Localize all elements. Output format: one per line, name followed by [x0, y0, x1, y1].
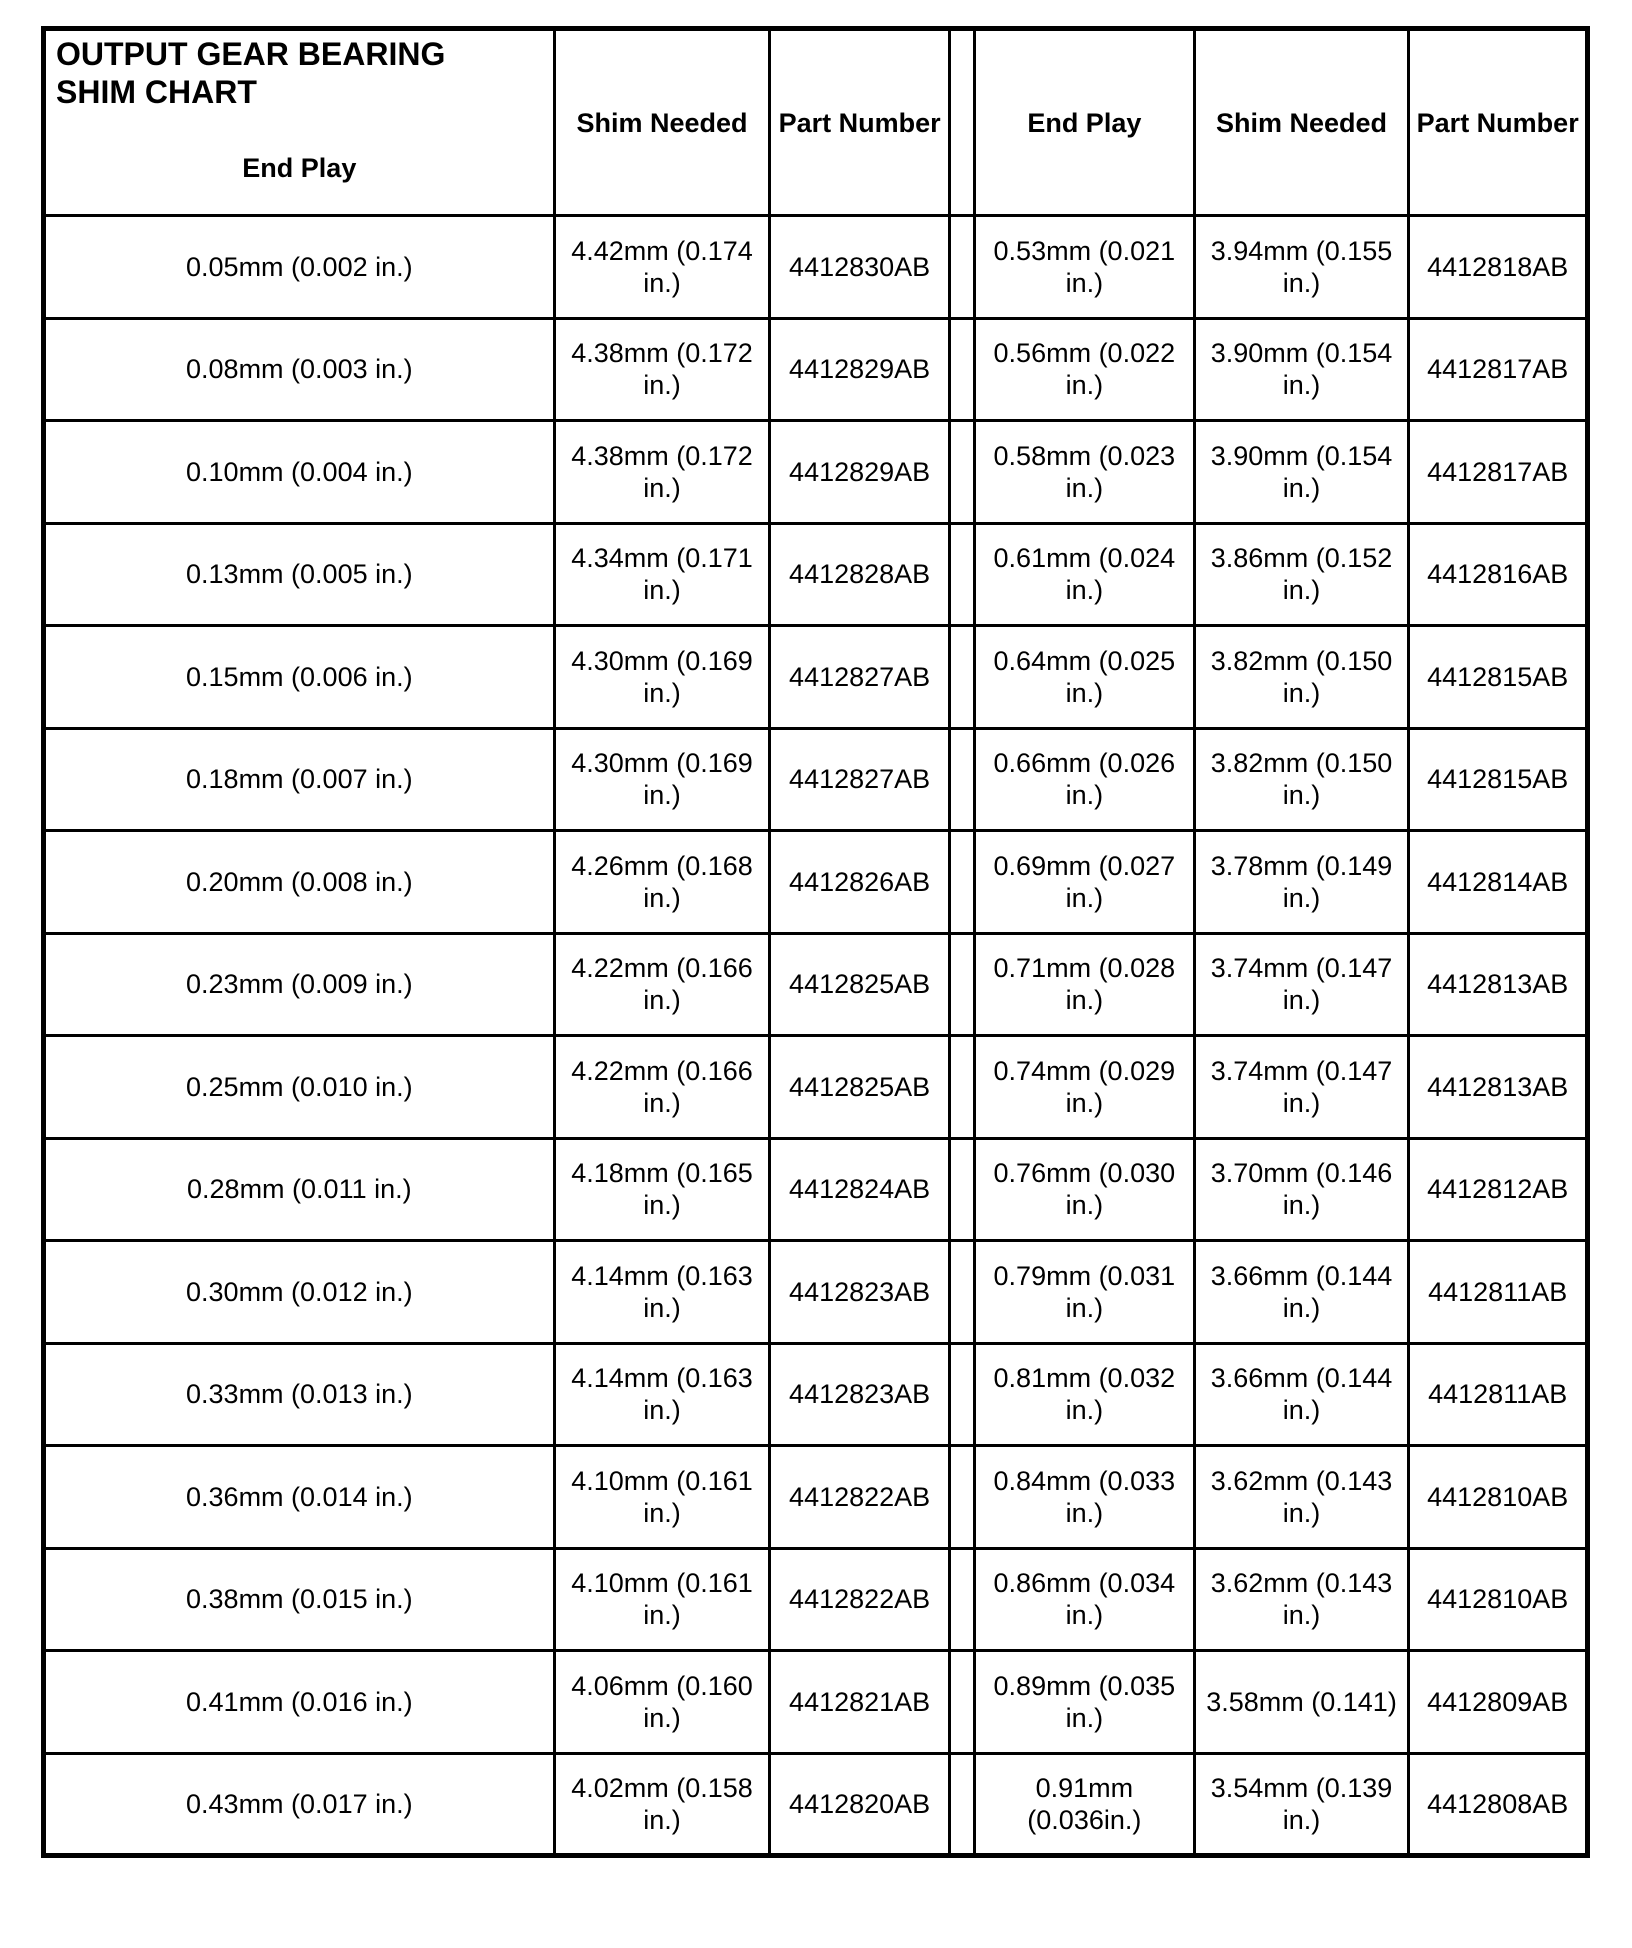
- end-play-cell: 0.10mm (0.004 in.): [44, 421, 555, 524]
- part-number-cell: 4412810AB: [1409, 1446, 1588, 1549]
- header-row: [44, 29, 1588, 216]
- end-play-header-right: End Play: [974, 29, 1194, 216]
- shim-table-body: [44, 216, 1588, 1856]
- shim-needed-cell: 4.42mm (0.174 in.): [554, 216, 770, 319]
- end-play-cell: 0.25mm (0.010 in.): [44, 1036, 555, 1139]
- end-play-cell: 0.41mm (0.016 in.): [44, 1651, 555, 1754]
- table-row: [44, 1241, 1588, 1344]
- end-play-cell: 0.89mm (0.035 in.): [974, 1651, 1194, 1754]
- table-row: [44, 318, 1588, 421]
- part-number-cell: 4412817AB: [1409, 421, 1588, 524]
- end-play-cell: 0.36mm (0.014 in.): [44, 1446, 555, 1549]
- part-number-cell: 4412812AB: [1409, 1138, 1588, 1241]
- end-play-cell: 0.69mm (0.027 in.): [974, 831, 1194, 934]
- column-divider: [949, 318, 974, 421]
- shim-needed-cell: 4.10mm (0.161 in.): [554, 1446, 770, 1549]
- part-number-cell: 4412814AB: [1409, 831, 1588, 934]
- shim-needed-cell: 4.14mm (0.163 in.): [554, 1241, 770, 1344]
- end-play-cell: 0.56mm (0.022 in.): [974, 318, 1194, 421]
- column-divider: [949, 831, 974, 934]
- shim-needed-cell: 3.62mm (0.143 in.): [1194, 1548, 1409, 1651]
- column-divider: [949, 421, 974, 524]
- part-number-cell: 4412811AB: [1409, 1343, 1588, 1446]
- end-play-cell: 0.43mm (0.017 in.): [44, 1753, 555, 1856]
- column-divider: [949, 1343, 974, 1446]
- shim-needed-cell: 3.54mm (0.139 in.): [1194, 1753, 1409, 1856]
- table-row: [44, 1138, 1588, 1241]
- table-row: [44, 626, 1588, 729]
- end-play-header-left: End Play: [242, 153, 357, 183]
- end-play-cell: 0.61mm (0.024 in.): [974, 523, 1194, 626]
- shim-needed-cell: 3.74mm (0.147 in.): [1194, 933, 1409, 1036]
- end-play-cell: 0.79mm (0.031 in.): [974, 1241, 1194, 1344]
- part-number-cell: 4412815AB: [1409, 728, 1588, 831]
- shim-needed-cell: 3.58mm (0.141): [1194, 1651, 1409, 1754]
- shim-needed-cell: 4.38mm (0.172 in.): [554, 421, 770, 524]
- end-play-cell: 0.86mm (0.034 in.): [974, 1548, 1194, 1651]
- shim-needed-cell: 3.62mm (0.143 in.): [1194, 1446, 1409, 1549]
- shim-needed-cell: 3.90mm (0.154 in.): [1194, 318, 1409, 421]
- part-number-cell: 4412821AB: [770, 1651, 950, 1754]
- table-row: [44, 831, 1588, 934]
- shim-needed-cell: 3.94mm (0.155 in.): [1194, 216, 1409, 319]
- part-number-cell: 4412826AB: [770, 831, 950, 934]
- part-number-cell: 4412808AB: [1409, 1753, 1588, 1856]
- part-number-cell: 4412828AB: [770, 523, 950, 626]
- part-number-cell: 4412817AB: [1409, 318, 1588, 421]
- end-play-cell: 0.71mm (0.028 in.): [974, 933, 1194, 1036]
- part-number-cell: 4412818AB: [1409, 216, 1588, 319]
- end-play-cell: 0.13mm (0.005 in.): [44, 523, 555, 626]
- part-number-cell: 4412827AB: [770, 626, 950, 729]
- table-row: [44, 216, 1588, 319]
- column-divider: [949, 728, 974, 831]
- end-play-cell: 0.18mm (0.007 in.): [44, 728, 555, 831]
- end-play-cell: 0.84mm (0.033 in.): [974, 1446, 1194, 1549]
- shim-needed-cell: 3.74mm (0.147 in.): [1194, 1036, 1409, 1139]
- shim-needed-cell: 3.66mm (0.144 in.): [1194, 1241, 1409, 1344]
- end-play-cell: 0.30mm (0.012 in.): [44, 1241, 555, 1344]
- shim-needed-cell: 3.82mm (0.150 in.): [1194, 626, 1409, 729]
- shim-needed-header-left: Shim Needed: [554, 29, 770, 216]
- shim-needed-cell: 4.06mm (0.160 in.): [554, 1651, 770, 1754]
- end-play-cell: 0.08mm (0.003 in.): [44, 318, 555, 421]
- end-play-cell: 0.23mm (0.009 in.): [44, 933, 555, 1036]
- column-divider: [949, 1036, 974, 1139]
- shim-needed-cell: 4.14mm (0.163 in.): [554, 1343, 770, 1446]
- end-play-cell: 0.15mm (0.006 in.): [44, 626, 555, 729]
- column-divider: [949, 1651, 974, 1754]
- part-number-cell: 4412830AB: [770, 216, 950, 319]
- end-play-cell: 0.66mm (0.026 in.): [974, 728, 1194, 831]
- part-number-cell: 4412822AB: [770, 1548, 950, 1651]
- part-number-header-left: Part Number: [770, 29, 950, 216]
- part-number-cell: 4412829AB: [770, 318, 950, 421]
- column-divider: [949, 626, 974, 729]
- end-play-cell: 0.64mm (0.025 in.): [974, 626, 1194, 729]
- shim-needed-cell: 4.30mm (0.169 in.): [554, 626, 770, 729]
- shim-needed-cell: 3.82mm (0.150 in.): [1194, 728, 1409, 831]
- column-divider: [949, 1548, 974, 1651]
- shim-chart-table: [41, 26, 1590, 1858]
- shim-needed-cell: 4.26mm (0.168 in.): [554, 831, 770, 934]
- part-number-cell: 4412822AB: [770, 1446, 950, 1549]
- column-divider: [949, 1241, 974, 1344]
- end-play-cell: 0.28mm (0.011 in.): [44, 1138, 555, 1241]
- shim-needed-cell: 4.30mm (0.169 in.): [554, 728, 770, 831]
- chart-title-line-2: SHIM CHART: [56, 74, 257, 110]
- end-play-cell: 0.81mm (0.032 in.): [974, 1343, 1194, 1446]
- part-number-cell: 4412829AB: [770, 421, 950, 524]
- part-number-cell: 4412813AB: [1409, 1036, 1588, 1139]
- part-number-cell: 4412811AB: [1409, 1241, 1588, 1344]
- chart-title-line-1: OUTPUT GEAR BEARING: [56, 36, 446, 72]
- table-row: [44, 728, 1588, 831]
- part-number-cell: 4412824AB: [770, 1138, 950, 1241]
- shim-needed-cell: 3.66mm (0.144 in.): [1194, 1343, 1409, 1446]
- end-play-cell: 0.91mm (0.036in.): [974, 1753, 1194, 1856]
- table-row: [44, 421, 1588, 524]
- end-play-cell: 0.53mm (0.021 in.): [974, 216, 1194, 319]
- shim-needed-header-right: Shim Needed: [1194, 29, 1409, 216]
- part-number-header-right: Part Number: [1409, 29, 1588, 216]
- part-number-cell: 4412823AB: [770, 1343, 950, 1446]
- end-play-cell: 0.58mm (0.023 in.): [974, 421, 1194, 524]
- part-number-cell: 4412813AB: [1409, 933, 1588, 1036]
- column-divider: [949, 216, 974, 319]
- end-play-cell: 0.33mm (0.013 in.): [44, 1343, 555, 1446]
- shim-needed-cell: 3.90mm (0.154 in.): [1194, 421, 1409, 524]
- part-number-cell: 4412810AB: [1409, 1548, 1588, 1651]
- part-number-cell: 4412825AB: [770, 1036, 950, 1139]
- end-play-cell: 0.05mm (0.002 in.): [44, 216, 555, 319]
- table-row: [44, 523, 1588, 626]
- column-divider: [949, 1753, 974, 1856]
- part-number-cell: 4412815AB: [1409, 626, 1588, 729]
- column-divider: [949, 29, 974, 216]
- shim-needed-cell: 3.86mm (0.152 in.): [1194, 523, 1409, 626]
- part-number-cell: 4412809AB: [1409, 1651, 1588, 1754]
- shim-needed-cell: 3.78mm (0.149 in.): [1194, 831, 1409, 934]
- shim-needed-cell: 4.18mm (0.165 in.): [554, 1138, 770, 1241]
- table-row: [44, 1036, 1588, 1139]
- part-number-cell: 4412823AB: [770, 1241, 950, 1344]
- title-header-cell: [44, 29, 555, 216]
- shim-needed-cell: 4.22mm (0.166 in.): [554, 1036, 770, 1139]
- column-divider: [949, 1446, 974, 1549]
- shim-needed-cell: 4.10mm (0.161 in.): [554, 1548, 770, 1651]
- shim-needed-cell: 4.38mm (0.172 in.): [554, 318, 770, 421]
- column-divider: [949, 933, 974, 1036]
- end-play-cell: 0.74mm (0.029 in.): [974, 1036, 1194, 1139]
- shim-needed-cell: 4.34mm (0.171 in.): [554, 523, 770, 626]
- part-number-cell: 4412827AB: [770, 728, 950, 831]
- chart-title: [56, 35, 445, 111]
- table-row: [44, 1548, 1588, 1651]
- part-number-cell: 4412816AB: [1409, 523, 1588, 626]
- end-play-cell: 0.76mm (0.030 in.): [974, 1138, 1194, 1241]
- column-divider: [949, 523, 974, 626]
- table-row: [44, 1446, 1588, 1549]
- shim-needed-cell: 4.22mm (0.166 in.): [554, 933, 770, 1036]
- table-row: [44, 1651, 1588, 1754]
- part-number-cell: 4412825AB: [770, 933, 950, 1036]
- end-play-cell: 0.20mm (0.008 in.): [44, 831, 555, 934]
- part-number-cell: 4412820AB: [770, 1753, 950, 1856]
- column-divider: [949, 1138, 974, 1241]
- table-row: [44, 933, 1588, 1036]
- shim-needed-cell: 3.70mm (0.146 in.): [1194, 1138, 1409, 1241]
- shim-needed-cell: 4.02mm (0.158 in.): [554, 1753, 770, 1856]
- table-row: [44, 1753, 1588, 1856]
- table-row: [44, 1343, 1588, 1446]
- end-play-cell: 0.38mm (0.015 in.): [44, 1548, 555, 1651]
